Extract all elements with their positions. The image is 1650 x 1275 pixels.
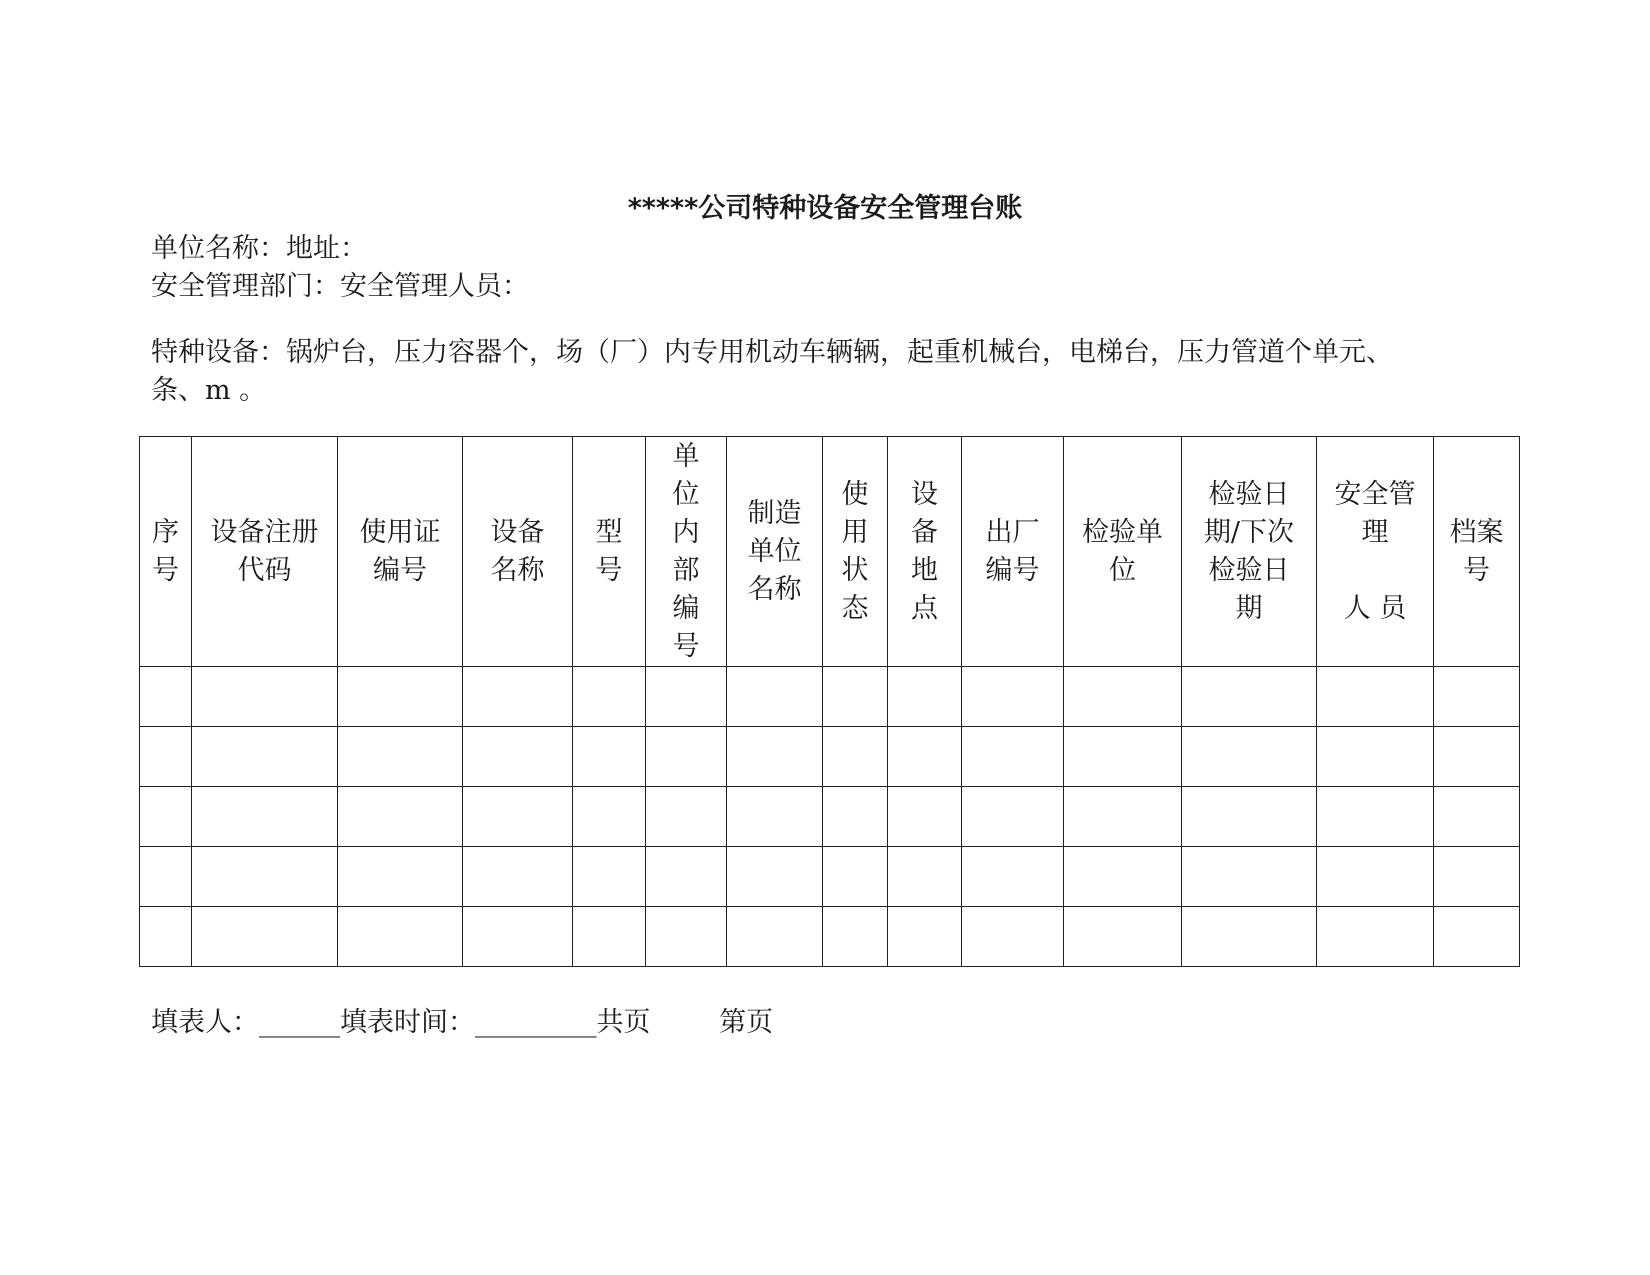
table-cell[interactable] [1182, 787, 1317, 847]
table-row [140, 727, 1520, 787]
equipment-summary-line-continued: 条、m 。 [151, 375, 267, 406]
table-cell[interactable] [463, 907, 573, 967]
table-cell[interactable] [727, 907, 823, 967]
table-cell[interactable] [338, 847, 463, 907]
table-cell[interactable] [463, 667, 573, 727]
table-cell[interactable] [962, 787, 1064, 847]
header-equipment-name: 设备 名称 [463, 437, 573, 667]
table-cell[interactable] [1064, 787, 1182, 847]
table-cell[interactable] [646, 667, 727, 727]
table-cell[interactable] [573, 787, 646, 847]
table-cell[interactable] [338, 787, 463, 847]
table-cell[interactable] [463, 727, 573, 787]
table-cell[interactable] [646, 907, 727, 967]
table-row [140, 847, 1520, 907]
header-inspection-dates: 检验日 期/下次 检验日 期 [1182, 437, 1317, 667]
header-model: 型 号 [573, 437, 646, 667]
table-cell[interactable] [338, 667, 463, 727]
table-cell[interactable] [727, 847, 823, 907]
table-cell[interactable] [727, 667, 823, 727]
table-cell[interactable] [823, 907, 888, 967]
table-cell[interactable] [1064, 727, 1182, 787]
table-cell[interactable] [823, 667, 888, 727]
table-cell[interactable] [823, 787, 888, 847]
table-cell[interactable] [1182, 727, 1317, 787]
table-cell[interactable] [1317, 787, 1434, 847]
header-inspection-unit: 检验单 位 [1064, 437, 1182, 667]
table-cell[interactable] [1317, 907, 1434, 967]
equipment-summary-line: 特种设备：锅炉台，压力容器个，场（厂）内专用机动车辆辆，起重机械台，电梯台，压力管道个单元、 [151, 337, 1393, 368]
table-cell[interactable] [192, 667, 338, 727]
table-cell[interactable] [140, 787, 192, 847]
table-cell[interactable] [727, 787, 823, 847]
table-cell[interactable] [1064, 847, 1182, 907]
table-cell[interactable] [1064, 907, 1182, 967]
table-cell[interactable] [888, 787, 962, 847]
table-cell[interactable] [1434, 727, 1520, 787]
table-row [140, 667, 1520, 727]
table-body [140, 667, 1520, 967]
header-usage-status: 使 用 状 态 [823, 437, 888, 667]
document-title: *****公司特种设备安全管理台账 [627, 193, 1023, 224]
table-cell[interactable] [1317, 727, 1434, 787]
table-cell[interactable] [338, 907, 463, 967]
table-cell[interactable] [823, 727, 888, 787]
table-cell[interactable] [192, 847, 338, 907]
table-cell[interactable] [1434, 787, 1520, 847]
header-serial-number: 序 号 [140, 437, 192, 667]
header-equipment-location: 设 备 地 点 [888, 437, 962, 667]
table-cell[interactable] [646, 847, 727, 907]
table-cell[interactable] [727, 727, 823, 787]
table-cell[interactable] [192, 727, 338, 787]
table-cell[interactable] [1182, 847, 1317, 907]
header-manufacturer: 制造 单位 名称 [727, 437, 823, 667]
table-cell[interactable] [888, 727, 962, 787]
table-cell[interactable] [1317, 847, 1434, 907]
table-cell[interactable] [962, 847, 1064, 907]
table-cell[interactable] [573, 727, 646, 787]
table-cell[interactable] [888, 907, 962, 967]
table-header-row [140, 437, 1520, 667]
table-cell[interactable] [140, 907, 192, 967]
table-cell[interactable] [573, 847, 646, 907]
equipment-ledger-table [139, 436, 1520, 967]
header-safety-personnel: 安全管 理 人 员 [1317, 437, 1434, 667]
table-cell[interactable] [646, 787, 727, 847]
table-cell[interactable] [888, 847, 962, 907]
table-row [140, 907, 1520, 967]
header-usage-certificate-number: 使用证 编号 [338, 437, 463, 667]
table-cell[interactable] [338, 727, 463, 787]
table-cell[interactable] [573, 667, 646, 727]
table-cell[interactable] [1434, 847, 1520, 907]
table-cell[interactable] [1182, 667, 1317, 727]
table-cell[interactable] [140, 847, 192, 907]
table-cell[interactable] [888, 667, 962, 727]
table-cell[interactable] [573, 907, 646, 967]
table-cell[interactable] [962, 907, 1064, 967]
table-cell[interactable] [463, 847, 573, 907]
footer-fill-in-line: 填表人：______填表时间：_________共页 第页 [151, 1007, 774, 1038]
safety-department-line: 安全管理部门：安全管理人员： [151, 271, 529, 302]
unit-name-address-line: 单位名称：地址： [151, 233, 367, 264]
table-cell[interactable] [962, 667, 1064, 727]
header-internal-number: 单 位 内 部 编 号 [646, 437, 727, 667]
table-cell[interactable] [1182, 907, 1317, 967]
table-cell[interactable] [192, 787, 338, 847]
table-cell[interactable] [463, 787, 573, 847]
table-cell[interactable] [1317, 667, 1434, 727]
table-cell[interactable] [140, 667, 192, 727]
header-factory-number: 出厂 编号 [962, 437, 1064, 667]
header-registration-code: 设备注册 代码 [192, 437, 338, 667]
table-cell[interactable] [1064, 667, 1182, 727]
table-cell[interactable] [823, 847, 888, 907]
header-archive-number: 档案 号 [1434, 437, 1520, 667]
table-cell[interactable] [192, 907, 338, 967]
table-cell[interactable] [962, 727, 1064, 787]
table-cell[interactable] [1434, 907, 1520, 967]
table-cell[interactable] [646, 727, 727, 787]
table-row [140, 787, 1520, 847]
table-cell[interactable] [140, 727, 192, 787]
table-cell[interactable] [1434, 667, 1520, 727]
